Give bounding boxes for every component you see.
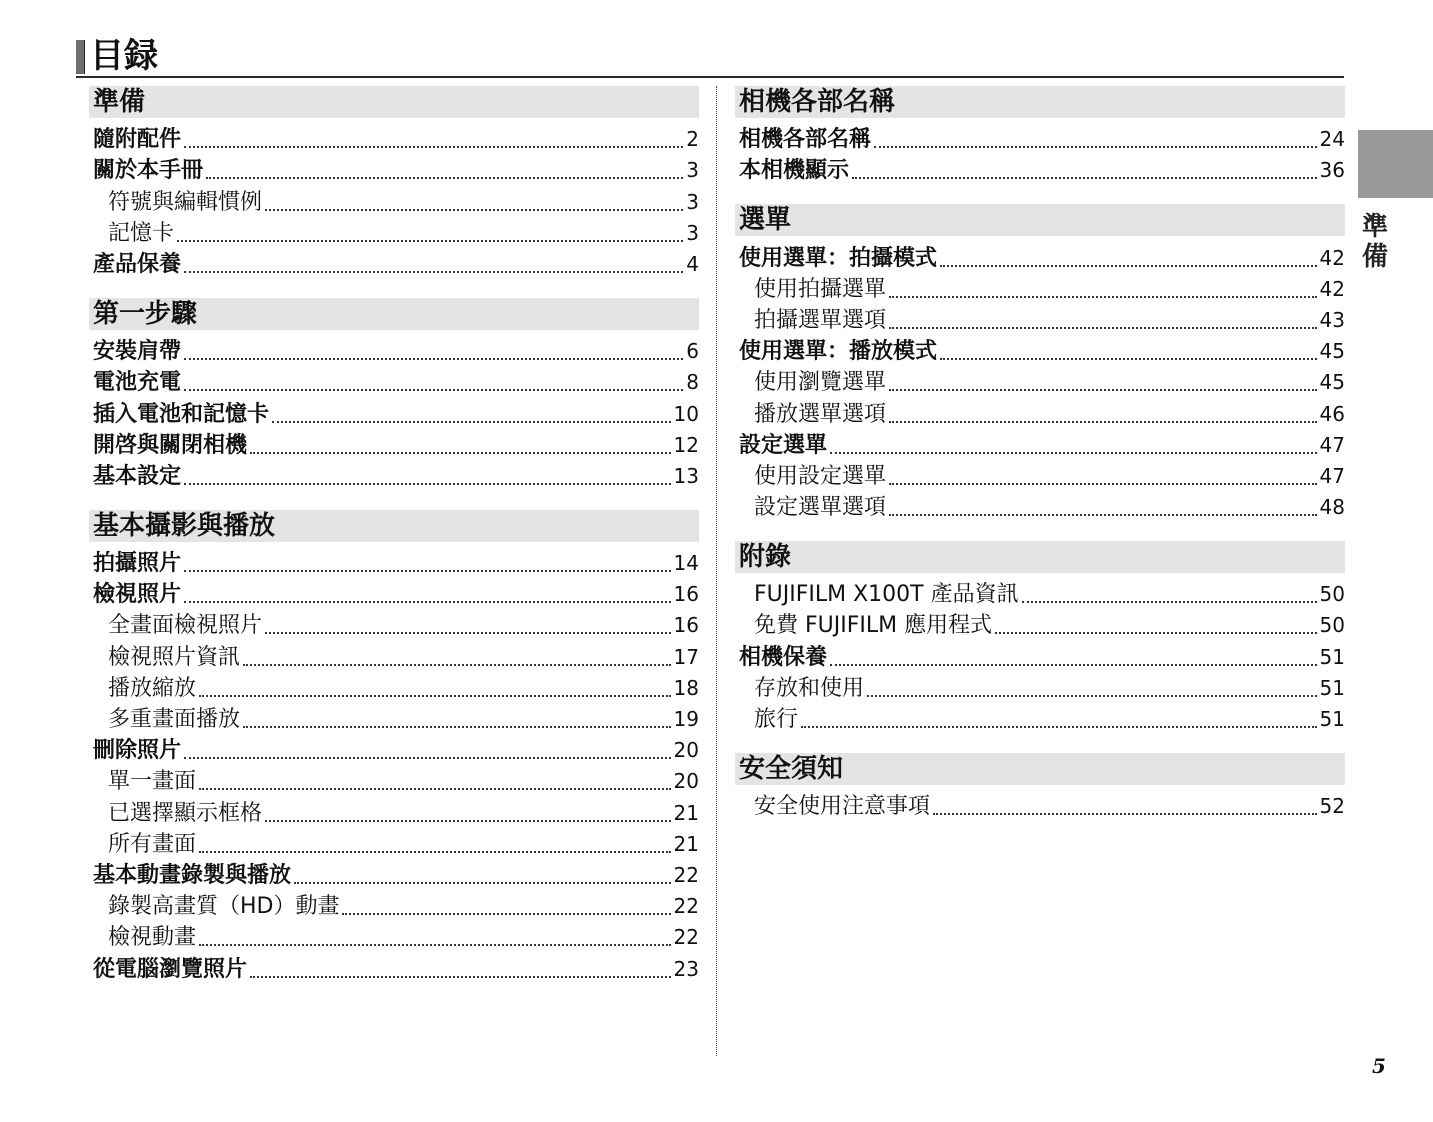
dot-leader: [940, 358, 1317, 360]
toc-entry-label: 錄製高畫質（HD）動畫: [108, 894, 340, 920]
toc-entry-page: 18: [673, 675, 699, 700]
toc-entry-page: 20: [673, 769, 699, 794]
dot-leader: [830, 452, 1317, 454]
toc-entry[interactable]: [735, 367, 1345, 398]
toc-entry-page: 42: [1319, 276, 1345, 301]
toc-entry-page: 51: [1319, 675, 1345, 700]
chapter-tab-marker: [1358, 130, 1433, 198]
toc-entry[interactable]: [89, 579, 699, 610]
toc-entry-page: 42: [1319, 245, 1345, 270]
toc-entry-label: 所有畫面: [108, 831, 197, 857]
dot-leader: [250, 976, 671, 978]
toc-entry-label: 關於本手冊: [93, 158, 204, 184]
toc-section: [735, 86, 1345, 186]
toc-entry-page: 16: [673, 582, 699, 607]
toc-entry-label: 播放選單選項: [754, 401, 887, 427]
dot-leader: [184, 483, 671, 485]
dot-leader: [184, 389, 683, 391]
toc-entry-label: 播放縮放: [108, 675, 197, 701]
toc-entry-label: 刪除照片: [93, 738, 182, 764]
toc-entry-page: 47: [1319, 463, 1345, 488]
dot-leader: [1022, 601, 1317, 603]
toc-entry[interactable]: [89, 461, 699, 492]
toc-entry-label: 從電腦瀏覽照片: [93, 956, 248, 982]
toc-entry[interactable]: [735, 242, 1345, 273]
section-heading: 安全須知: [735, 753, 1345, 787]
toc-section: [735, 541, 1345, 735]
toc-entry-page: 20: [673, 738, 699, 763]
toc-entry[interactable]: [735, 336, 1345, 367]
toc-entry-page: 21: [673, 831, 699, 856]
toc-entry-page: 13: [673, 463, 699, 488]
toc-section: [735, 204, 1345, 523]
toc-entry[interactable]: [89, 953, 699, 984]
toc-entry-page: 8: [686, 370, 699, 395]
dot-leader: [995, 632, 1316, 634]
toc-entry-page: 22: [673, 862, 699, 887]
toc-entry[interactable]: [89, 766, 699, 797]
toc-entry[interactable]: [89, 735, 699, 766]
dot-leader: [889, 389, 1317, 391]
dot-leader: [889, 514, 1317, 516]
toc-entry[interactable]: [89, 704, 699, 735]
toc-entry[interactable]: [735, 155, 1345, 186]
toc-entry-label: 免費 FUJIFILM 應用程式: [754, 613, 993, 639]
toc-entry-label: 插入電池和記憶卡: [93, 401, 270, 427]
toc-entry[interactable]: [735, 579, 1345, 610]
toc-entry-label: 設定選單選項: [754, 495, 887, 521]
column-divider: [716, 86, 717, 1056]
dot-leader: [342, 913, 670, 915]
toc-left-column: [89, 86, 699, 1003]
toc-entry-label: 使用瀏覽選單: [754, 370, 887, 396]
toc-entry-page: 2: [686, 127, 699, 152]
toc-entry-label: 基本設定: [93, 463, 182, 489]
toc-section: [89, 298, 699, 492]
page-title: 目録: [90, 36, 158, 76]
toc-entry-label: 單一畫面: [108, 769, 197, 795]
toc-entry[interactable]: [89, 891, 699, 922]
toc-entry-page: 12: [673, 432, 699, 457]
toc-entry-label: 符號與編輯慣例: [108, 189, 263, 215]
title-marker-bar: [76, 40, 85, 74]
toc-entry-label: 旅行: [754, 707, 799, 732]
toc-entry-page: 50: [1319, 613, 1345, 638]
toc-entry[interactable]: [735, 610, 1345, 641]
toc-entry[interactable]: [89, 186, 699, 217]
toc-entry-page: 43: [1319, 307, 1345, 332]
dot-leader: [933, 813, 1317, 815]
dot-leader: [199, 851, 671, 853]
section-heading: 附錄: [735, 541, 1345, 575]
dot-leader: [177, 240, 683, 242]
toc-entry-page: 3: [686, 220, 699, 245]
dot-leader: [199, 695, 671, 697]
toc-entry-page: 10: [673, 401, 699, 426]
toc-entry[interactable]: [89, 155, 699, 186]
toc-entry[interactable]: [89, 430, 699, 461]
dot-leader: [265, 820, 671, 822]
dot-leader: [889, 296, 1317, 298]
toc-entry-page: 24: [1319, 127, 1345, 152]
toc-entry-label: 產品保養: [93, 251, 182, 277]
toc-entry[interactable]: [89, 218, 699, 249]
dot-leader: [294, 882, 671, 884]
toc-entry-label: 使用選單：拍攝模式: [739, 245, 938, 271]
toc-entry-page: 3: [686, 158, 699, 183]
section-heading: 選單: [735, 204, 1345, 238]
toc-entry-page: 3: [686, 189, 699, 214]
page-header: [76, 36, 1344, 78]
toc-entry[interactable]: [89, 367, 699, 398]
section-heading: 基本攝影與播放: [89, 510, 699, 544]
toc-entry[interactable]: [89, 673, 699, 704]
dot-leader: [867, 695, 1317, 697]
toc-entry-page: 21: [673, 800, 699, 825]
dot-leader: [940, 265, 1317, 267]
toc-entry[interactable]: [735, 430, 1345, 461]
toc-entry[interactable]: [735, 704, 1345, 735]
toc-entry-page: 22: [673, 894, 699, 919]
toc-entry[interactable]: [89, 548, 699, 579]
toc-entry[interactable]: [735, 673, 1345, 704]
toc-entry[interactable]: [735, 492, 1345, 523]
toc-entry-label: 設定選單: [739, 432, 828, 458]
toc-section: [89, 86, 699, 280]
toc-entry-page: 51: [1319, 644, 1345, 669]
dot-leader: [889, 421, 1317, 423]
toc-entry-label: 相機各部名稱: [739, 127, 872, 153]
dot-leader: [199, 944, 671, 946]
toc-entry-page: 6: [686, 339, 699, 364]
toc-entry-label: 安全使用注意事項: [754, 794, 931, 820]
dot-leader: [184, 601, 671, 603]
toc-entry-page: 50: [1319, 582, 1345, 607]
toc-entry-label: 檢視照片資訊: [108, 644, 241, 670]
toc-entry-page: 16: [673, 613, 699, 638]
toc-entry-label: 拍攝照片: [93, 551, 182, 577]
toc-entry-page: 48: [1319, 495, 1345, 520]
toc-entry-label: 全畫面檢視照片: [108, 613, 263, 639]
toc-entry[interactable]: [89, 336, 699, 367]
toc-entry-page: 22: [673, 925, 699, 950]
dot-leader: [801, 726, 1317, 728]
page-number: 5: [1372, 1054, 1386, 1078]
dot-leader: [874, 146, 1317, 148]
toc-entry[interactable]: [89, 860, 699, 891]
toc-entry-label: 存放和使用: [754, 675, 865, 701]
toc-entry[interactable]: [89, 398, 699, 429]
toc-entry[interactable]: [735, 305, 1345, 336]
toc-entry-page: 52: [1319, 794, 1345, 819]
toc-entry-label: 已選擇顯示框格: [108, 800, 263, 826]
toc-entry-label: 多重畫面播放: [108, 707, 241, 732]
toc-entry[interactable]: [89, 797, 699, 828]
dot-leader: [199, 788, 671, 790]
dot-leader: [243, 726, 671, 728]
section-heading: 第一步驟: [89, 298, 699, 332]
toc-entry-label: 使用拍攝選單: [754, 276, 887, 302]
toc-entry-label: FUJIFILM X100T 產品資訊: [754, 582, 1019, 608]
toc-entry-label: 使用設定選單: [754, 463, 887, 489]
toc-entry-label: 拍攝選單選項: [754, 307, 887, 333]
toc-entry-label: 開啓與關閉相機: [93, 432, 248, 458]
toc-entry-label: 檢視照片: [93, 582, 182, 608]
dot-leader: [889, 483, 1317, 485]
toc-entry-page: 36: [1319, 158, 1345, 183]
toc-entry[interactable]: [735, 274, 1345, 305]
toc-entry[interactable]: [735, 461, 1345, 492]
dot-leader: [250, 452, 671, 454]
toc-entry-page: 19: [673, 707, 699, 731]
toc-entry[interactable]: [89, 641, 699, 672]
toc-entry-label: 安裝肩帶: [93, 339, 182, 365]
toc-entry-page: 23: [673, 956, 699, 981]
toc-right-column: [735, 86, 1345, 840]
toc-entry[interactable]: [735, 398, 1345, 429]
toc-entry-label: 基本動畫錄製與播放: [93, 862, 292, 888]
dot-leader: [889, 327, 1317, 329]
toc-entry[interactable]: [89, 610, 699, 641]
dot-leader: [184, 146, 683, 148]
dot-leader: [265, 632, 671, 634]
toc-entry[interactable]: [735, 791, 1345, 822]
toc-entry-label: 使用選單：播放模式: [739, 339, 938, 365]
dot-leader: [852, 177, 1317, 179]
toc-entry-label: 本相機顯示: [739, 158, 850, 184]
toc-entry-page: 46: [1319, 401, 1345, 426]
toc-entry-page: 47: [1319, 432, 1345, 457]
dot-leader: [265, 209, 683, 211]
dot-leader: [272, 421, 671, 423]
toc-entry[interactable]: [735, 641, 1345, 672]
toc-entry-label: 隨附配件: [93, 127, 182, 153]
section-heading: 相機各部名稱: [735, 86, 1345, 120]
toc-entry[interactable]: [89, 922, 699, 953]
chapter-tab-label: 準備: [1361, 212, 1388, 272]
toc-entry-page: 45: [1319, 370, 1345, 395]
dot-leader: [184, 358, 683, 360]
dot-leader: [206, 177, 683, 179]
dot-leader: [243, 664, 671, 666]
dot-leader: [184, 271, 683, 273]
toc-entry-page: 4: [686, 251, 699, 276]
toc-section: [89, 510, 699, 985]
toc-entry[interactable]: [89, 249, 699, 280]
toc-entry-page: 51: [1319, 707, 1345, 731]
toc-entry[interactable]: [735, 124, 1345, 155]
dot-leader: [830, 664, 1317, 666]
dot-leader: [184, 757, 671, 759]
toc-entry-label: 相機保養: [739, 644, 828, 670]
toc-entry-label: 記憶卡: [108, 220, 175, 246]
toc-entry[interactable]: [89, 124, 699, 155]
toc-entry-label: 檢視動畫: [108, 925, 197, 951]
toc-entry-label: 電池充電: [93, 370, 182, 396]
toc-entry-page: 14: [673, 551, 699, 576]
toc-entry-page: 17: [673, 644, 699, 669]
toc-section: [735, 753, 1345, 822]
toc-entry-page: 45: [1319, 339, 1345, 364]
dot-leader: [184, 570, 671, 572]
section-heading: 準備: [89, 86, 699, 120]
toc-entry[interactable]: [89, 829, 699, 860]
